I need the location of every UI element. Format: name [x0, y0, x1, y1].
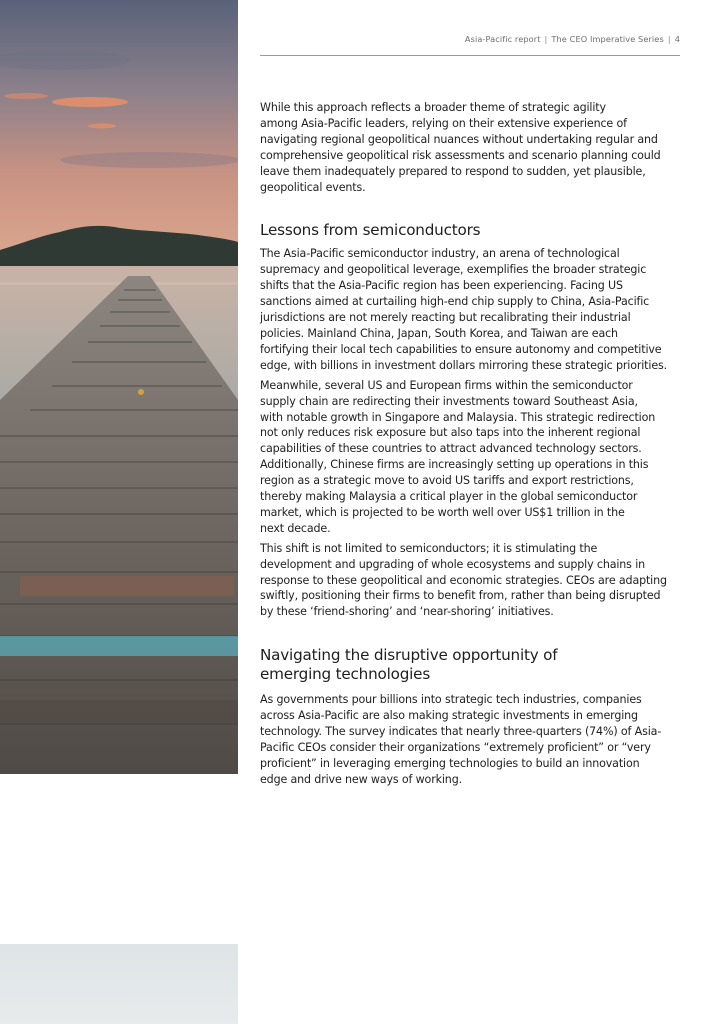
text-line: leave them inadequately prepared to respond to sudden, yet plausible,	[260, 164, 646, 178]
text-line: edge and drive new ways of working.	[260, 772, 462, 786]
text-line: jurisdictions are not merely reacting but recalibrating their industrial	[260, 311, 631, 325]
text-line: capabilities of these countries to attract advanced technology sectors.	[260, 442, 642, 456]
text-line: comprehensive geopolitical risk assessments and scenario planning could	[260, 148, 661, 162]
text-line: not only reduces risk exposure but also taps into the inherent regional	[260, 426, 641, 440]
text-line: edge, with billions in investment dollars mirroring these strategic priorities.	[260, 358, 667, 372]
header-rule	[260, 55, 680, 56]
text-line: proficient” in leveraging emerging technologies to build an innovation	[260, 756, 640, 770]
text-line: response to these geopolitical and economic strategies. CEOs are adapting	[260, 573, 667, 587]
text-line: by these ‘friend-shoring’ and ‘near-shoring’ initiatives.	[260, 605, 554, 619]
hero-photo-pier	[0, 0, 238, 774]
text-line: swiftly, positioning their firms to benefit from, rather than being disrupted	[260, 589, 661, 603]
text-line: supply chain are redirecting their investments toward Southeast Asia,	[260, 394, 638, 408]
text-line: policies. Mainland China, Japan, South Korea, and Taiwan are each	[260, 326, 618, 340]
page-number: 4	[674, 34, 680, 44]
intro-paragraph	[260, 100, 684, 195]
text-line: navigating regional geopolitical nuances without undertaking regular and	[260, 132, 658, 146]
text-line: next decade.	[260, 521, 331, 535]
text-line: supremacy and geopolitical leverage, exemplifies the broader strategic	[260, 263, 647, 277]
semiconductor-paragraph-2	[260, 378, 684, 537]
section-heading-emerging-tech	[260, 646, 684, 684]
section-heading-semiconductors: Lessons from semiconductors	[260, 221, 481, 240]
text-line: technology. The survey indicates that nearly three-quarters (74%) of Asia-	[260, 725, 662, 739]
text-line: fortifying their local tech capabilities to ensure autonomy and competitive	[260, 342, 662, 356]
header-series-name: The CEO Imperative Series	[551, 34, 664, 44]
heading-line: emerging technologies	[260, 665, 431, 684]
text-line: development and upgrading of whole ecosystems and supply chains in	[260, 557, 646, 571]
text-line: As governments pour billions into strategic tech industries, companies	[260, 693, 642, 707]
text-line: This shift is not limited to semiconductors; it is stimulating the	[260, 541, 598, 555]
header-separator: |	[544, 34, 548, 44]
text-line: with notable growth in Singapore and Malaysia. This strategic redirection	[260, 410, 656, 424]
bottom-image-strip	[0, 944, 238, 1024]
page-header	[260, 34, 680, 44]
text-line: While this approach reflects a broader theme of strategic agility	[260, 101, 606, 114]
header-report-name: Asia-Pacific report	[464, 34, 541, 44]
semiconductor-paragraph-3	[260, 541, 684, 621]
text-line: region as a strategic move to avoid US tariffs and export restrictions,	[260, 474, 634, 488]
emerging-tech-paragraph	[260, 692, 684, 787]
heading-line: Navigating the disruptive opportunity of	[260, 646, 558, 665]
text-line: Additionally, Chinese firms are increasingly setting up operations in this	[260, 458, 649, 472]
text-line: geopolitical events.	[260, 180, 366, 194]
text-line: among Asia-Pacific leaders, relying on their extensive experience of	[260, 116, 627, 130]
text-line: Pacific CEOs consider their organizations “extremely proficient” or “very	[260, 741, 651, 754]
semiconductor-paragraph-1	[260, 246, 684, 373]
text-line: The Asia-Pacific semiconductor industry, an arena of technological	[260, 247, 620, 261]
text-line: Meanwhile, several US and European firms within the semiconductor	[260, 378, 633, 392]
text-line: thereby making Malaysia a critical player in the global semiconductor	[260, 490, 638, 504]
article-body	[260, 100, 684, 788]
text-line: across Asia-Pacific are also making strategic investments in emerging	[260, 709, 638, 723]
header-separator: |	[667, 34, 671, 44]
text-line: shifts that the Asia-Pacific region has been experiencing. Facing US	[260, 279, 623, 293]
text-line: market, which is projected to be worth well over US$1 trillion in the	[260, 505, 625, 519]
text-line: sanctions aimed at curtailing high-end chip supply to China, Asia-Pacific	[260, 295, 650, 309]
